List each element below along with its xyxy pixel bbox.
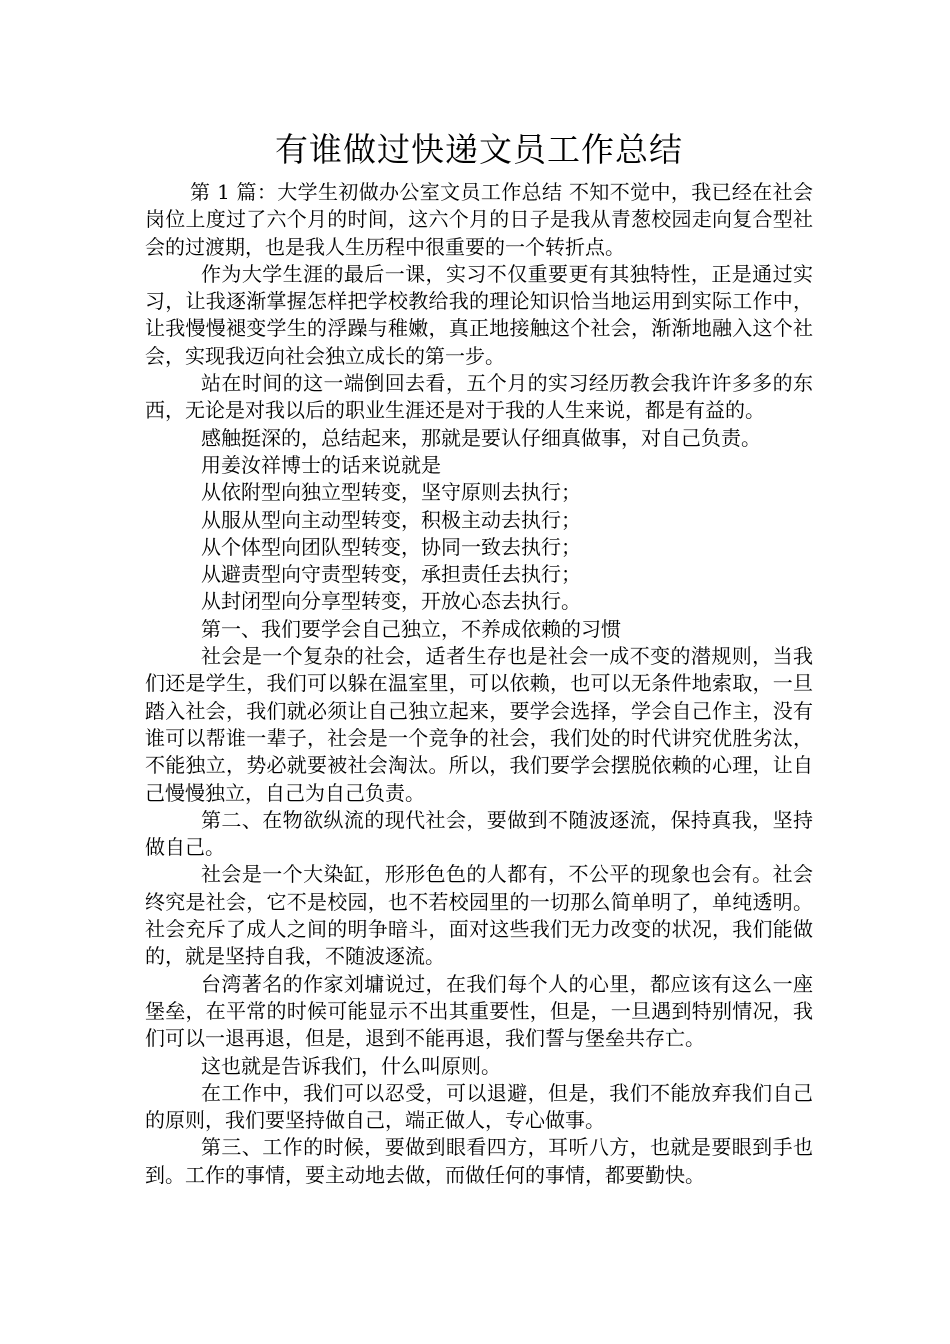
list-item: 从个体型向团队型转变，协同一致去执行；	[201, 534, 581, 559]
document-page	[145, 128, 813, 1189]
list-item: 从依附型向独立型转变，坚守原则去执行；	[201, 480, 581, 505]
paragraph: 在工作中，我们可以忍受，可以退避，但是，我们不能放弃我们自己的原则，我们要坚持做自己，端正做人，专心做事。	[145, 1080, 813, 1133]
list-item: 从封闭型向分享型转变，开放心态去执行。	[201, 589, 581, 614]
paragraph: 这也就是告诉我们，什么叫原则。	[201, 1053, 501, 1078]
section-heading: 第二、在物欲纵流的现代社会，要做到不随波逐流，保持真我，坚持做自己。	[145, 807, 813, 860]
paragraph: 感触挺深的，总结起来，那就是要认仔细真做事，对自己负责。	[201, 425, 761, 450]
paragraph: 社会是一个复杂的社会，适者生存也是社会一成不变的潜规则，当我们还是学生，我们可以躲在温室里，可以依赖，也可以无条件地索取，一旦踏入社会，我们就必须让自己独立起来，要学会选择，学会自己作主，没有谁可以帮谁一辈子，社会是一个竞争的社会，我们处的时代讲究优胜劣汰，不能独立，势必就要被社会淘汰。所以，我们要学会摆脱依赖的心理，让自己慢慢独立，自己为自己负责。	[145, 644, 813, 805]
list-item: 从服从型向主动型转变，积极主动去执行；	[201, 507, 581, 532]
document-title: 有谁做过快递文员工作总结	[275, 130, 683, 169]
paragraph: 台湾著名的作家刘墉说过，在我们每个人的心里，都应该有这么一座堡垒，在平常的时候可能显示不出其重要性，但是，一旦遇到特别情况，我们可以一退再退，但是，退到不能再退，我们誓与堡垒共存亡。	[145, 971, 813, 1051]
paragraph: 社会是一个大染缸，形形色色的人都有，不公平的现象也会有。社会终究是社会，它不是校园，也不若校园里的一切那么简单明了，单纯透明。社会充斥了成人之间的明争暗斗，面对这些我们无力改变的状况，我们能做的，就是坚持自我，不随波逐流。	[145, 862, 813, 969]
section-heading: 第三、工作的时候，要做到眼看四方，耳听八方，也就是要眼到手也到。工作的事情，要主动地去做，而做任何的事情，都要勤快。	[145, 1135, 813, 1187]
paragraph: 作为大学生涯的最后一课，实习不仅重要更有其独特性，正是通过实习，让我逐渐掌握怎样把学校教给我的理论知识恰当地运用到实际工作中，让我慢慢褪变学生的浮躁与稚嫩，真正地接触这个社会，渐渐地融入这个社会，实现我迈向社会独立成长的第一步。	[145, 261, 813, 368]
list-item: 从避责型向守责型转变，承担责任去执行；	[201, 562, 581, 587]
paragraph: 用姜汝祥博士的话来说就是	[201, 452, 441, 477]
paragraph: 第 1 篇：大学生初做办公室文员工作总结 不知不觉中，我已经在社会岗位上度过了六个月的时间，这六个月的日子是我从青葱校园走向复合型社会的过渡期，也是我人生历程中很重要的一个转折点。	[145, 180, 813, 259]
paragraph: 站在时间的这一端倒回去看，五个月的实习经历教会我许许多多的东西，无论是对我以后的职业生涯还是对于我的人生来说，都是有益的。	[145, 371, 813, 423]
section-heading: 第一、我们要学会自己独立，不养成依赖的习惯	[201, 616, 621, 641]
